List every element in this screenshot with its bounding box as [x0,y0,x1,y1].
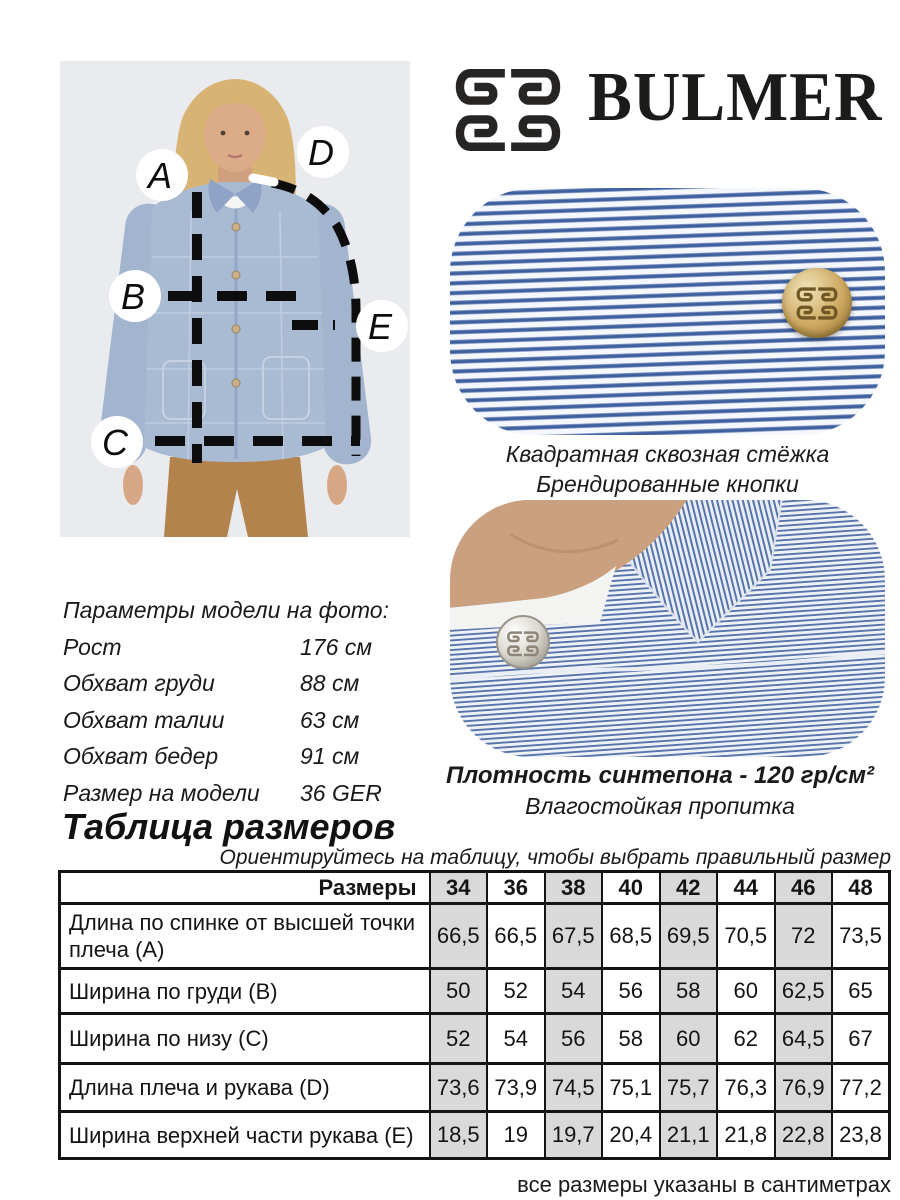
size-col-header-36: 36 [487,872,545,904]
size-value-cell: 73,6 [430,1064,488,1112]
swatch1-caption [450,439,885,499]
size-value-cell: 75,7 [660,1064,718,1112]
gold-button-logo [795,287,839,320]
param-row-hips [63,738,423,775]
branded-gold-button [782,268,852,338]
branded-silver-button [497,616,549,668]
fabric-swatch-collar [450,500,885,757]
measure-line-D-start [253,178,274,182]
collar-closeup-illustration [450,500,885,757]
caption-impregnation: Влагостойкая пропитка [525,793,795,819]
size-col-header-40: 40 [602,872,660,904]
marker-letter-D: D [308,132,334,173]
param-value: 91 см [300,743,360,769]
caption-buttons: Брендированные кнопки [536,471,799,497]
size-value-cell: 18,5 [430,1112,488,1159]
model-photo [60,61,410,537]
size-table-body [60,904,890,1159]
size-table-row-4 [60,1112,890,1159]
size-value-cell: 20,4 [602,1112,660,1159]
marker-letter-C: C [102,422,128,463]
size-header-row [60,872,890,904]
size-value-cell: 68,5 [602,904,660,969]
size-table-head [60,872,890,904]
caption-density: Плотность синтепона - 120 гр/см² [446,762,874,789]
bulmer-logo-icon [452,68,564,152]
size-value-cell: 67 [832,1014,890,1064]
size-col-header-42: 42 [660,872,718,904]
measure-label-3: Длина плеча и рукава (D) [60,1064,430,1112]
model-eye-right [245,131,250,136]
param-label: Обхват груди [63,670,215,696]
size-value-cell: 21,8 [717,1112,775,1159]
sizes-header-label: Размеры [60,872,430,904]
size-table-subtitle: Ориентируйтесь на таблицу, чтобы выбрать правильный размер [219,846,891,869]
size-value-cell: 76,9 [775,1064,833,1112]
size-col-header-34: 34 [430,872,488,904]
measure-label-2: Ширина по низу (C) [60,1014,430,1064]
size-value-cell: 65 [832,969,890,1014]
param-label: Рост [63,633,122,660]
size-table-row-2 [60,1014,890,1064]
model-parameters-title: Параметры модели на фото: [63,597,389,623]
size-value-cell: 62 [717,1014,775,1064]
size-value-cell: 73,9 [487,1064,545,1112]
size-value-cell: 76,3 [717,1064,775,1112]
size-table-row-1 [60,969,890,1014]
size-value-cell: 60 [660,1014,718,1064]
marker-letter-A: A [147,155,173,196]
size-value-cell: 69,5 [660,904,718,969]
size-value-cell: 66,5 [487,904,545,969]
param-label: Обхват бедер [63,743,219,769]
size-value-cell: 70,5 [717,904,775,969]
size-value-cell: 52 [430,1014,488,1064]
model-hand-left [123,465,143,505]
size-value-cell: 60 [717,969,775,1014]
size-value-cell: 56 [602,969,660,1014]
param-row-waist [63,702,423,739]
size-value-cell: 77,2 [832,1064,890,1112]
fabric-swatch-stitching [450,188,885,435]
caption-quilting: Квадратная сквозная стёжка [505,441,830,467]
model-parameters [63,592,423,811]
measure-label-0: Длина по спинке от высшей точки плеча (A) [60,904,430,969]
size-value-cell: 67,5 [545,904,603,969]
size-value-cell: 19,7 [545,1112,603,1159]
size-table [58,870,891,1160]
marker-letter-E: E [367,306,393,347]
size-value-cell: 54 [545,969,603,1014]
size-value-cell: 64,5 [775,1014,833,1064]
size-col-header-48: 48 [832,872,890,904]
size-value-cell: 62,5 [775,969,833,1014]
size-table-row-0 [60,904,890,969]
size-value-cell: 23,8 [832,1112,890,1159]
measure-label-1: Ширина по груди (B) [60,969,430,1014]
model-eye-left [221,131,226,136]
size-col-header-38: 38 [545,872,603,904]
size-value-cell: 56 [545,1014,603,1064]
size-table-section [58,870,891,1198]
param-row-height [63,629,423,666]
size-value-cell: 54 [487,1014,545,1064]
size-value-cell: 72 [775,904,833,969]
measure-label-4: Ширина верхней части рукава (E) [60,1112,430,1159]
size-col-header-44: 44 [717,872,775,904]
size-value-cell: 52 [487,969,545,1014]
param-value: 88 см [300,670,360,696]
size-value-cell: 21,1 [660,1112,718,1159]
size-value-cell: 22,8 [775,1112,833,1159]
size-value-cell: 58 [660,969,718,1014]
size-table-footnote: все размеры указаны в сантиметрах [517,1172,891,1197]
size-value-cell: 50 [430,969,488,1014]
size-table-title: Таблица размеров [62,806,396,847]
param-label: Обхват талии [63,706,225,733]
param-value: 36 GER [300,779,382,806]
size-value-cell: 73,5 [832,904,890,969]
model-hand-right [327,465,347,505]
swatch2-caption [430,761,890,821]
param-value: 176 см [300,633,373,660]
param-label: Размер на модели [63,779,260,806]
brand-wordmark: BULMER [588,59,883,136]
size-value-cell: 74,5 [545,1064,603,1112]
size-value-cell: 19 [487,1112,545,1159]
marker-letter-B: B [120,276,146,317]
param-value: 63 см [300,706,360,733]
size-value-cell: 58 [602,1014,660,1064]
size-value-cell: 66,5 [430,904,488,969]
model-photo-illustration [60,61,410,537]
size-table-row-3 [60,1064,890,1112]
param-row-chest [63,665,423,702]
size-value-cell: 75,1 [602,1064,660,1112]
size-col-header-46: 46 [775,872,833,904]
